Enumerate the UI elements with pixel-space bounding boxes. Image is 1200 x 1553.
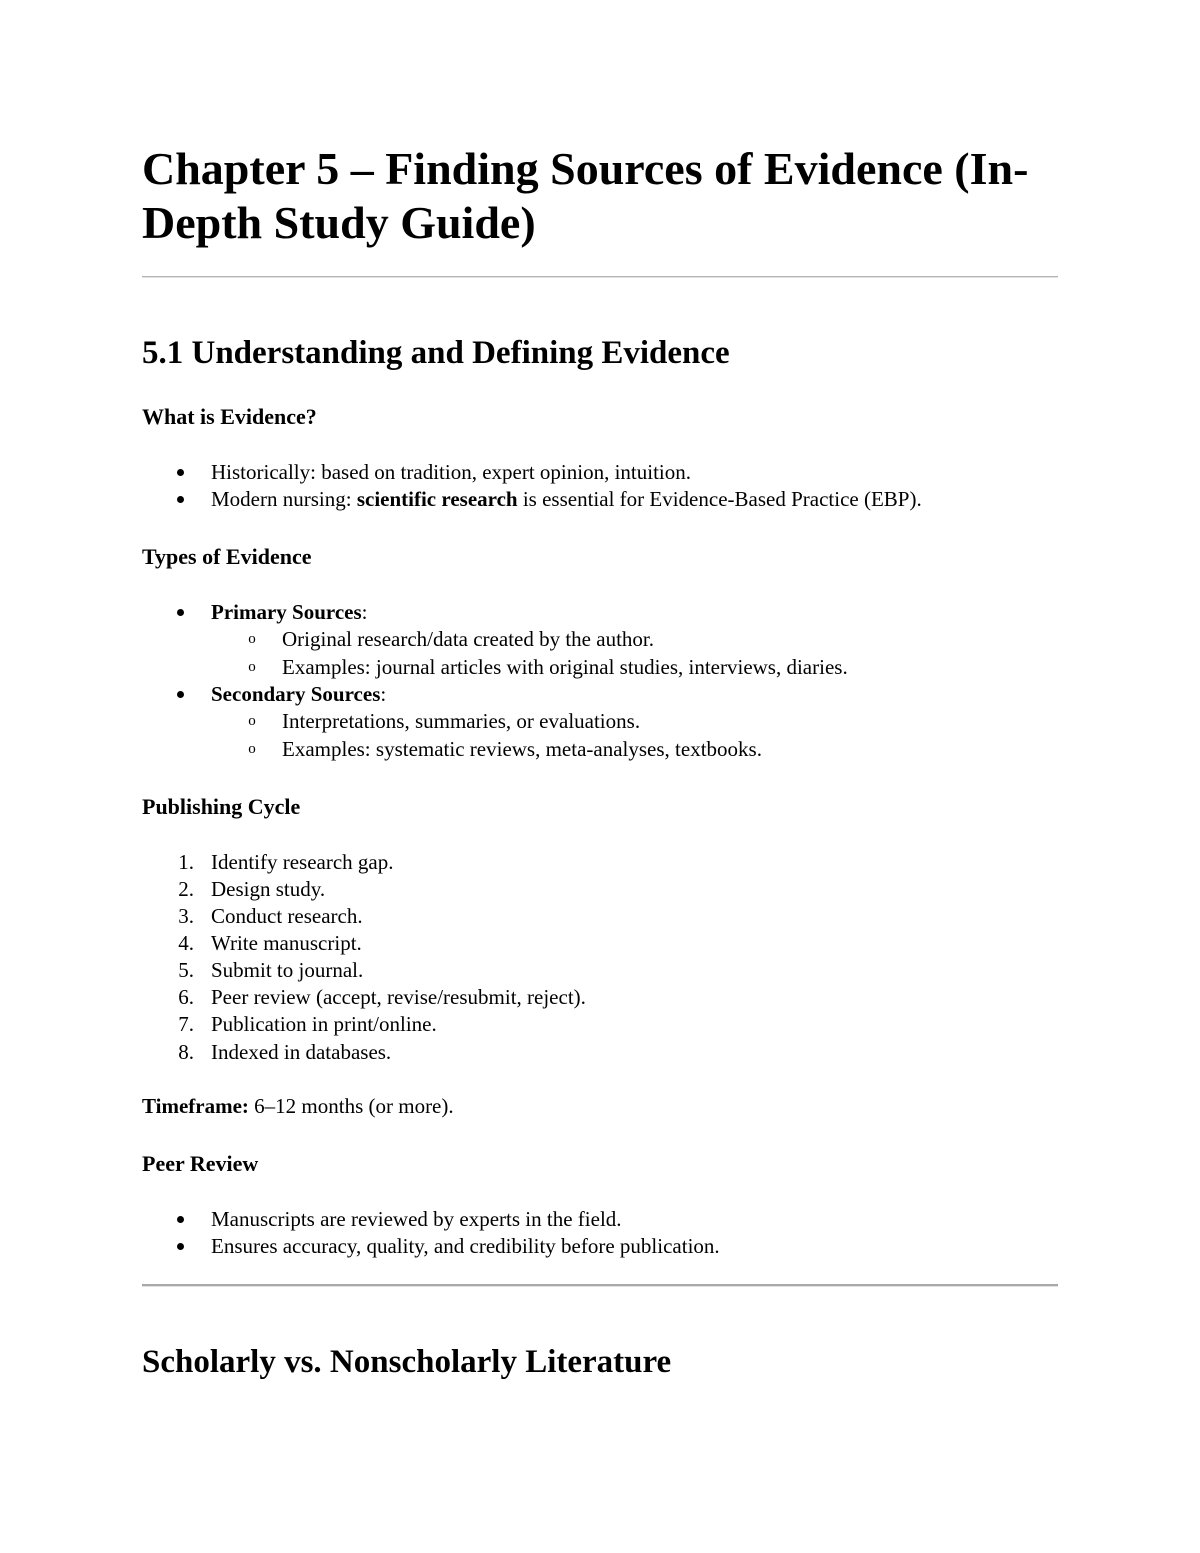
subheading-types-of-evidence: Types of Evidence: [142, 544, 312, 569]
circle-bullet-icon: o: [248, 631, 256, 647]
subheading-peer-review: Peer Review: [142, 1151, 259, 1176]
page-title: Chapter 5 – Finding Sources of Evidence (In-Depth Study Guide): [142, 143, 1029, 248]
timeframe-label: Timeframe:: [142, 1094, 249, 1118]
subheading-publishing-cycle: Publishing Cycle: [142, 794, 301, 819]
timeframe-paragraph: [142, 1093, 454, 1120]
section-heading-5-1: 5.1 Understanding and Defining Evidence: [142, 335, 730, 371]
circle-bullet-icon: o: [248, 741, 256, 757]
horizontal-rule: [142, 276, 1058, 278]
timeframe-value: 6–12 months (or more).: [248, 1094, 454, 1118]
section-heading-scholarly-vs-nonscholarly: Scholarly vs. Nonscholarly Literature: [142, 1344, 672, 1380]
horizontal-rule: [142, 1284, 1058, 1287]
circle-bullet-icon: o: [248, 659, 256, 675]
circle-bullet-icon: o: [248, 713, 256, 729]
subheading-what-is-evidence: What is Evidence?: [142, 404, 317, 429]
emphasis-text: scientific research: [356, 487, 518, 511]
